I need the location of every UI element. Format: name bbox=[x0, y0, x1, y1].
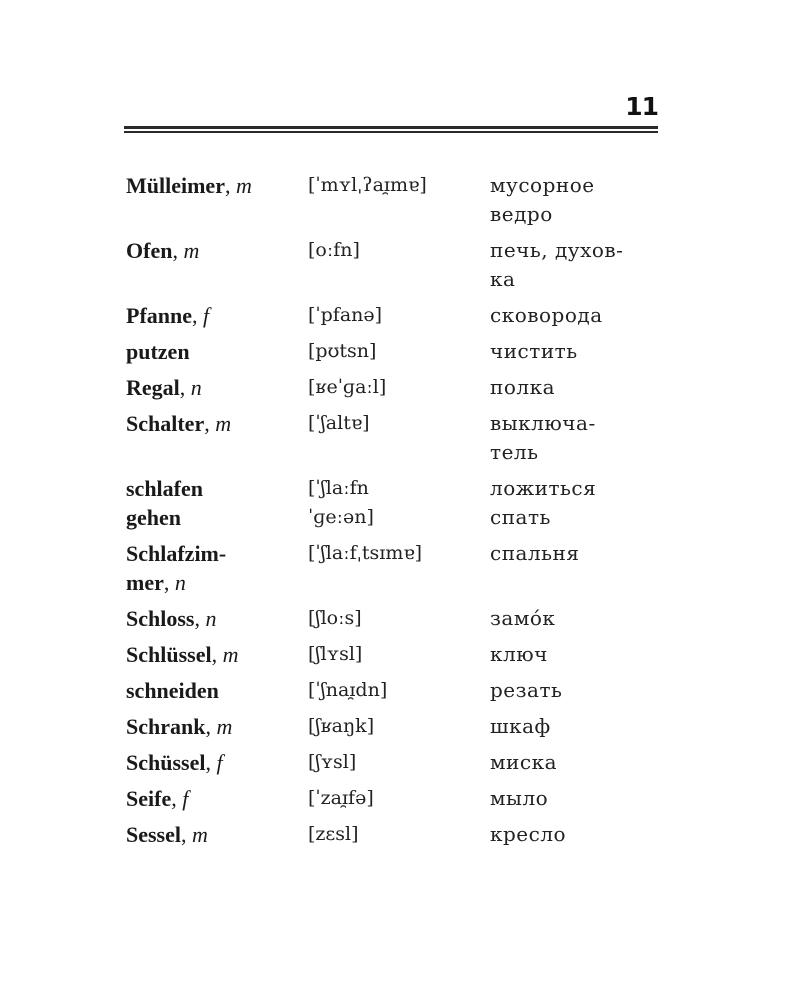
grammatical-gender: m bbox=[192, 822, 208, 847]
vocabulary-entry bbox=[126, 474, 666, 532]
transcription: [ʁeˈɡaːl] bbox=[308, 376, 387, 398]
russian-translation: резать bbox=[490, 678, 563, 702]
vocabulary-entry bbox=[126, 820, 666, 849]
vocabulary-list bbox=[126, 171, 666, 856]
lemma: schlafen gehen bbox=[126, 476, 203, 530]
german-word bbox=[126, 171, 308, 229]
grammatical-gender: m bbox=[222, 642, 239, 667]
lemma: schneiden bbox=[126, 678, 219, 703]
german-word bbox=[126, 712, 308, 741]
russian-translation: спальня bbox=[490, 541, 580, 565]
german-word bbox=[126, 337, 308, 366]
vocabulary-entry bbox=[126, 373, 666, 402]
lemma: Schüssel bbox=[126, 750, 206, 775]
transcription: [ˈʃaltɐ] bbox=[308, 412, 370, 434]
russian-translation: ключ bbox=[490, 642, 548, 666]
russian-translation: кресло bbox=[490, 822, 567, 846]
gender-separator: , bbox=[211, 642, 223, 667]
german-word bbox=[126, 604, 308, 633]
transcription: [ˈpfanə] bbox=[308, 304, 383, 326]
gender-separator: , bbox=[224, 173, 236, 198]
vocabulary-entry bbox=[126, 748, 666, 777]
german-word bbox=[126, 820, 308, 849]
grammatical-gender: f bbox=[203, 303, 210, 328]
german-word bbox=[126, 373, 308, 402]
gender-separator: , bbox=[205, 750, 217, 775]
grammatical-gender: n bbox=[174, 570, 186, 595]
grammatical-gender: f bbox=[182, 786, 189, 811]
russian-translation: шкаф bbox=[490, 714, 551, 738]
lemma: Schrank bbox=[126, 714, 206, 739]
gender-separator: , bbox=[192, 303, 203, 328]
german-word bbox=[126, 640, 308, 669]
gender-separator: , bbox=[171, 786, 183, 811]
russian-translation: миска bbox=[490, 750, 558, 774]
german-word bbox=[126, 676, 308, 705]
vocabulary-entry bbox=[126, 784, 666, 813]
gender-separator: , bbox=[204, 411, 216, 436]
transcription: [pʊtsn] bbox=[308, 340, 377, 362]
russian-translation: полка bbox=[490, 375, 555, 399]
gender-separator: , bbox=[205, 714, 217, 739]
transcription: [ˈʃlaːfˌtsɪmɐ] bbox=[308, 542, 423, 564]
lemma: Schloss bbox=[126, 606, 195, 631]
transcription: [ʃʏsl] bbox=[308, 751, 357, 773]
russian-translation: сковорода bbox=[490, 303, 603, 327]
transcription: [ˈʃnaɪ̯dn] bbox=[308, 679, 388, 701]
lemma: Schalter bbox=[126, 411, 205, 436]
lemma: Regal bbox=[126, 375, 180, 400]
gender-separator: , bbox=[172, 238, 184, 263]
grammatical-gender: n bbox=[190, 375, 202, 400]
german-word bbox=[126, 784, 308, 813]
grammatical-gender: m bbox=[235, 173, 252, 198]
transcription: [ʃʁaŋk] bbox=[308, 715, 375, 737]
vocabulary-entry bbox=[126, 539, 666, 597]
lemma: Ofen bbox=[126, 238, 173, 263]
vocabulary-entry bbox=[126, 409, 666, 467]
grammatical-gender: f bbox=[216, 750, 223, 775]
russian-translation: выключа- тель bbox=[490, 411, 596, 464]
german-word bbox=[126, 236, 308, 294]
vocabulary-entry bbox=[126, 604, 666, 633]
vocabulary-entry bbox=[126, 236, 666, 294]
russian-translation: замо́к bbox=[490, 606, 556, 630]
vocabulary-entry bbox=[126, 301, 666, 330]
german-word bbox=[126, 474, 308, 532]
vocabulary-entry bbox=[126, 640, 666, 669]
transcription: [ʃlʏsl] bbox=[308, 643, 363, 665]
grammatical-gender: m bbox=[216, 714, 233, 739]
gender-separator: , bbox=[181, 822, 192, 847]
grammatical-gender: m bbox=[183, 238, 200, 263]
russian-translation: мусорное ведро bbox=[490, 173, 595, 226]
gender-separator: , bbox=[194, 606, 206, 631]
transcription: [ˈzaɪ̯fə] bbox=[308, 787, 374, 809]
grammatical-gender: m bbox=[215, 411, 232, 436]
transcription: [oːfn] bbox=[308, 239, 360, 261]
lemma: Sessel bbox=[126, 822, 181, 847]
vocabulary-entry bbox=[126, 337, 666, 366]
russian-translation: чистить bbox=[490, 339, 578, 363]
gender-separator: , bbox=[179, 375, 191, 400]
russian-translation: мыло bbox=[490, 786, 549, 810]
transcription: [zɛsl] bbox=[308, 823, 359, 845]
lemma: Seife bbox=[126, 786, 172, 811]
page-number: 11 bbox=[625, 92, 658, 121]
header-rule-secondary bbox=[124, 131, 658, 133]
vocabulary-entry bbox=[126, 171, 666, 229]
vocabulary-entry bbox=[126, 676, 666, 705]
transcription: [ˈʃlaːfn ˈɡeːən] bbox=[308, 477, 374, 528]
header-rule bbox=[124, 126, 658, 129]
russian-translation: печь, духов- ка bbox=[490, 238, 624, 291]
grammatical-gender: n bbox=[205, 606, 217, 631]
transcription: [ˈmʏlˌʔaɪ̯mɐ] bbox=[308, 174, 427, 196]
lemma: Schlüssel bbox=[126, 642, 212, 667]
russian-translation: ложиться спать bbox=[490, 476, 597, 529]
german-word bbox=[126, 539, 308, 597]
lemma: putzen bbox=[126, 339, 190, 364]
vocabulary-entry bbox=[126, 712, 666, 741]
lemma: Mülleimer bbox=[126, 173, 225, 198]
transcription: [ʃloːs] bbox=[308, 607, 362, 629]
gender-separator: , bbox=[163, 570, 175, 595]
german-word bbox=[126, 301, 308, 330]
german-word bbox=[126, 748, 308, 777]
german-word bbox=[126, 409, 308, 467]
lemma: Pfanne bbox=[126, 303, 192, 328]
lemma: Schlafzim- mer bbox=[126, 541, 227, 595]
